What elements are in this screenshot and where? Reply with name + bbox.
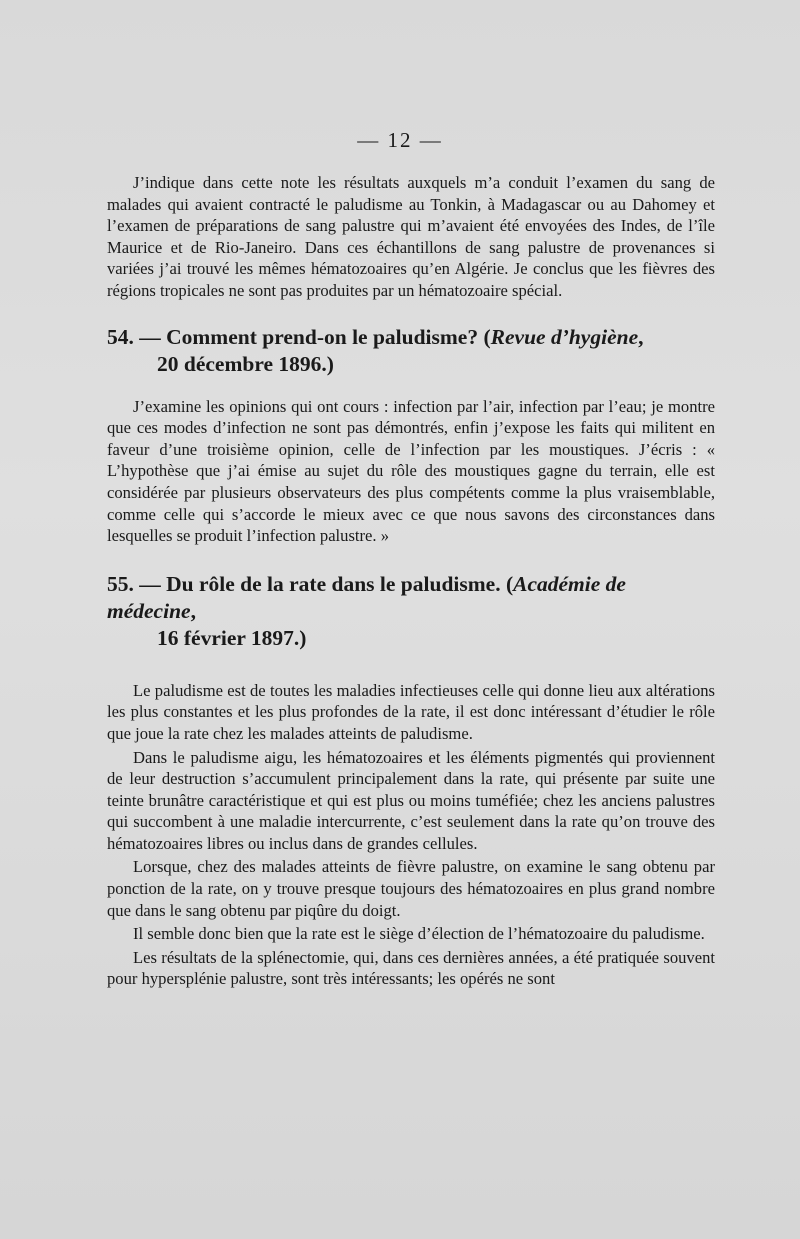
paragraph-splenectomy: Les résultats de la splénectomie, qui, dans ces dernières années, a été pratiquée souvent pour hypersplénie palustre, sont très intéressants; les opérés ne sont xyxy=(107,947,715,989)
paragraph-spleen-puncture: Lorsque, chez des malades atteints de fièvre palustre, on examine le sang obtenu par ponction de la rate, on y trouve presque toujours des hématozoaires en plus grand nombre que dans le sang obtenu par piqûre du doigt. xyxy=(107,857,715,920)
paragraph-tropical-fevers: J’indique dans cette note les résultats auxquels m’a conduit l’examen du sang de malades qui avaient contracté le paludisme au Tonkin, à Madagascar ou au Dahomey et l’examen de préparations de sang palustre qui m’avaient été envoyées des Indes, de l’île Maurice et de Rio-Janeiro. Dans ces échantillons de sang palustre de provenances si variées j’ai trouvé les mêmes hématozoaires qu’en Algérie. Je conclus que les fièvres des régions tropicales ne sont pas produites par un hématozoaire spécial. xyxy=(107,173,715,300)
section-ref-punct-55: , xyxy=(190,598,196,623)
page-number: — 12 — xyxy=(357,128,443,152)
paragraph-spleen-election-site: Il semble donc bien que la rate est le siège d’élection de l’hématozoaire du paludisme. xyxy=(133,924,705,944)
section-reference-55: Académie de médecine xyxy=(107,571,626,623)
paragraph-acute-paludism: Dans le paludisme aigu, les hématozoaires et les éléments pigmentés qui proviennent de leur destruction s’accumulent principalement dans la rate, qui présente par suite une teinte brunâtre caractéristique et qui est plus ou moins tuméfiée; chez les anciens palustres qui succombent à une maladie intercurrente, c’est seulement dans la rate qu’on trouve des hématozoaires libres ou inclus dans de grandes cellules. xyxy=(107,747,715,853)
section-heading-54 xyxy=(107,324,715,378)
section-ref-punct-54: , xyxy=(638,324,644,349)
section-title-54: 54. — Comment prend-on le paludisme? ( xyxy=(107,324,491,349)
section-reference-54: Revue d’hygiène xyxy=(490,324,639,349)
page-body xyxy=(107,172,715,990)
section-date-54: 20 décembre 1896.) xyxy=(157,351,334,376)
section-title-55: 55. — Du rôle de la rate dans le paludisme. ( xyxy=(107,571,514,596)
section-heading-55 xyxy=(107,571,715,652)
section-date-55: 16 février 1897.) xyxy=(157,625,307,650)
paragraph-infection-modes: J’examine les opinions qui ont cours : infection par l’air, infection par l’eau; je montre que ces modes d’infection ne sont pas démontrés, enfin j’expose les faits qui militent en faveur d’une troisième opinion, celle de l’infection par les moustiques. J’écris : « L’hypothèse que j’ai émise au sujet du rôle des moustiques gagne du terrain, elle est considérée par plusieurs observateurs des plus compétents comme la plus vraisemblable, comme celle qui s’accorde le mieux avec ce que nous savons des circonstances dans lesquelles se produit l’infection palustre. » xyxy=(107,396,715,546)
paragraph-spleen-alterations: Le paludisme est de toutes les maladies infectieuses celle qui donne lieu aux altérations les plus constantes et les plus profondes de la rate, il est donc intéressant d’étudier le rôle que joue la rate chez les malades atteints de paludisme. xyxy=(107,680,715,743)
